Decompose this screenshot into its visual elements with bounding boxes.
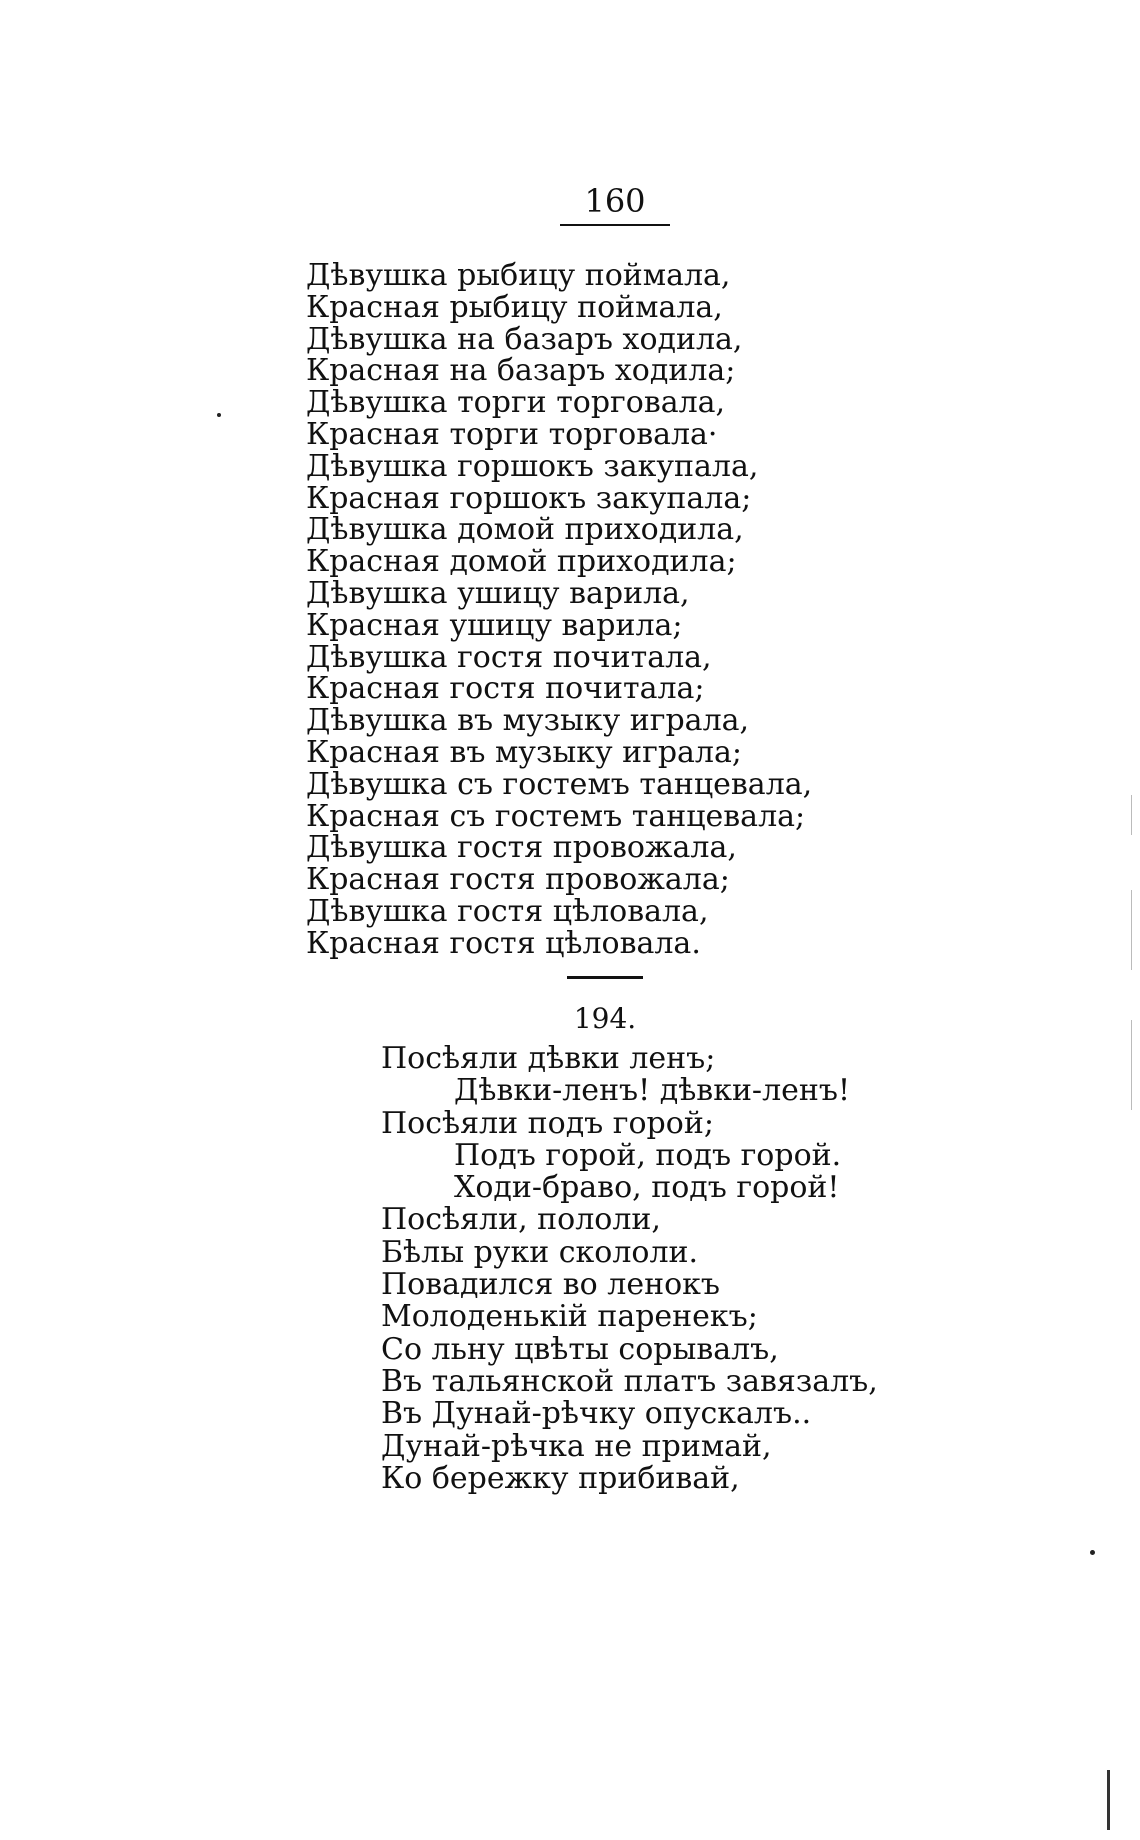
poem-line: Повадился во ленокъ — [381, 1267, 720, 1303]
poem-line: Молоденькій паренекъ; — [381, 1299, 758, 1335]
poem-line: Дѣвушка горшокъ закупала, — [306, 448, 759, 484]
poem-line: Красная ушицу варила; — [306, 607, 683, 643]
poem-line: Дѣвушка гостя почитала, — [306, 639, 712, 675]
poem-line: Красная съ гостемъ танцевала; — [306, 798, 806, 834]
header-rule — [560, 224, 670, 226]
ink-speck — [217, 413, 221, 417]
poem-line: Красная торги торговала· — [306, 416, 718, 452]
poem-line: Красная горшокъ закупала; — [306, 480, 752, 516]
poem-line: Красная на базаръ ходила; — [306, 353, 736, 389]
poem-line: Бѣлы руки скололи. — [381, 1234, 699, 1270]
ink-speck — [1090, 1550, 1095, 1555]
poem-refrain-line: Подъ горой, подъ горой. — [454, 1137, 842, 1173]
poem-line: Дунай-рѣчка не примай, — [381, 1428, 772, 1464]
poem-line: Красная гостя провожала; — [306, 862, 730, 898]
poem-line: Дѣвушка гостя цѣловала, — [306, 893, 709, 929]
poem-line: Посѣяли, пололи, — [381, 1202, 661, 1238]
scan-edge-mark — [1107, 1770, 1110, 1830]
poem-line: Посѣяли дѣвки ленъ; — [381, 1041, 716, 1076]
poem-line: Дѣвушка ушицу варила, — [306, 575, 690, 611]
poem-line: Со льну цвѣты сорывалъ, — [381, 1331, 779, 1367]
poem-refrain-line: Ходи-браво, подъ горой! — [454, 1170, 840, 1206]
poem-line: Красная домой приходила; — [306, 544, 737, 580]
poem-193-stanza — [306, 260, 812, 960]
poem-refrain-line: Дѣвки-ленъ! дѣвки-ленъ! — [454, 1073, 851, 1109]
scan-edge-mark — [1131, 795, 1132, 835]
poem-line: Дѣвушка съ гостемъ танцевала, — [306, 766, 813, 802]
poem-line: Красная гостя цѣловала. — [306, 925, 701, 961]
poem-line: Красная гостя почитала; — [306, 671, 705, 707]
poem-line: Посѣяли подъ горой; — [381, 1105, 714, 1141]
poem-line: Ко бережку прибивай, — [381, 1460, 740, 1496]
poem-line: Дѣвушка на базаръ ходила, — [306, 321, 743, 357]
poem-line: Дѣвушка торги торговала, — [306, 385, 726, 421]
section-divider — [567, 976, 643, 979]
poem-line: Дѣвушка рыбицу поймала, — [306, 258, 731, 293]
poem-line: Дѣвушка гостя провожала, — [306, 830, 737, 866]
poem-line: Красная рыбицу поймала, — [306, 289, 723, 325]
poem-line: Въ Дунай-рѣчку опускалъ.. — [381, 1396, 812, 1432]
poem-line: Въ тальянской платъ завязалъ, — [381, 1363, 878, 1399]
poem-line: Дѣвушка домой приходила, — [306, 512, 744, 548]
poem-194 — [381, 1043, 878, 1495]
page-number: 160 — [584, 182, 646, 220]
section-number: 194. — [573, 1002, 637, 1035]
poem-line: Дѣвушка въ музыку играла, — [306, 703, 750, 739]
scan-edge-mark — [1131, 890, 1132, 970]
scan-edge-mark — [1131, 1020, 1132, 1110]
poem-line: Красная въ музыку играла; — [306, 734, 742, 770]
